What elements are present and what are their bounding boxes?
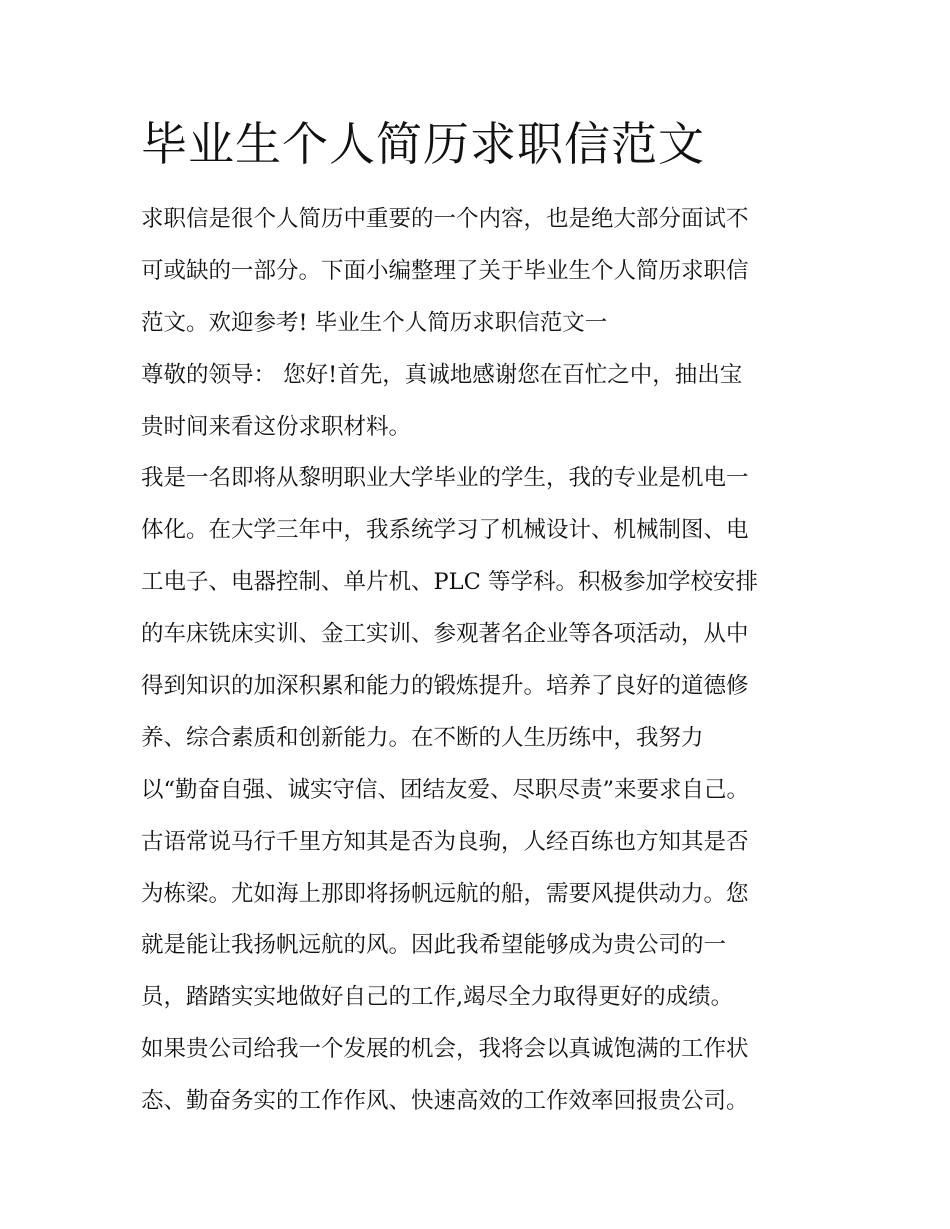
- text-line: 古语常说马行千里方知其是否为良驹，人经百练也方知其是否: [141, 828, 749, 855]
- text-line: 体化。在大学三年中，我系统学习了机械设计、机械制图、电: [141, 517, 749, 544]
- text-line: 员，踏踏实实地做好自己的工作,竭尽全力取得更好的成绩。: [141, 984, 734, 1011]
- text-line: 得到知识的加深积累和能力的锻炼提升。培养了良好的道德修: [141, 673, 749, 700]
- document-page: [141, 112, 821, 1128]
- text-line: 为栋梁。尤如海上那即将扬帆远航的船，需要风提供动力。您: [141, 880, 749, 907]
- text-line: 态、勤奋务实的工作作风、快速高效的工作效率回报贵公司。: [141, 1088, 749, 1115]
- text-line: 的车床铣床实训、金工实训、参观著名企业等各项活动，从中: [141, 621, 749, 648]
- document-body: [141, 194, 821, 1128]
- text-line: 求职信是很个人简历中重要的一个内容，也是绝大部分面试不: [141, 206, 749, 232]
- text-line: 以“勤奋自强、诚实守信、团结友爱、尽职尽责”来要求自己。: [141, 776, 750, 803]
- text-line: 尊敬的领导： 您好!首先，真诚地感谢您在百忙之中，抽出宝: [141, 361, 743, 388]
- text-line: 贵时间来看这份求职材料。: [141, 413, 412, 440]
- text-line: 可或缺的一部分。下面小编整理了关于毕业生个人简历求职信: [141, 257, 749, 284]
- text-line: 养、综合素质和创新能力。在不断的人生历练中，我努力: [141, 724, 704, 751]
- text-line: 工电子、电器控制、单片机、PLC 等学科。积极参加学校安排: [141, 569, 758, 596]
- text-line: 范文。欢迎参考! 毕业生个人简历求职信范文一: [141, 309, 608, 336]
- text-line: 如果贵公司给我一个发展的机会，我将会以真诚饱满的工作状: [141, 1036, 749, 1063]
- text-line: 就是能让我扬帆远航的风。因此我希望能够成为贵公司的一: [141, 932, 727, 959]
- document-title: 毕业生个人简历求职信范文: [141, 117, 705, 171]
- text-line: 我是一名即将从黎明职业大学毕业的学生，我的专业是机电一: [141, 465, 749, 492]
